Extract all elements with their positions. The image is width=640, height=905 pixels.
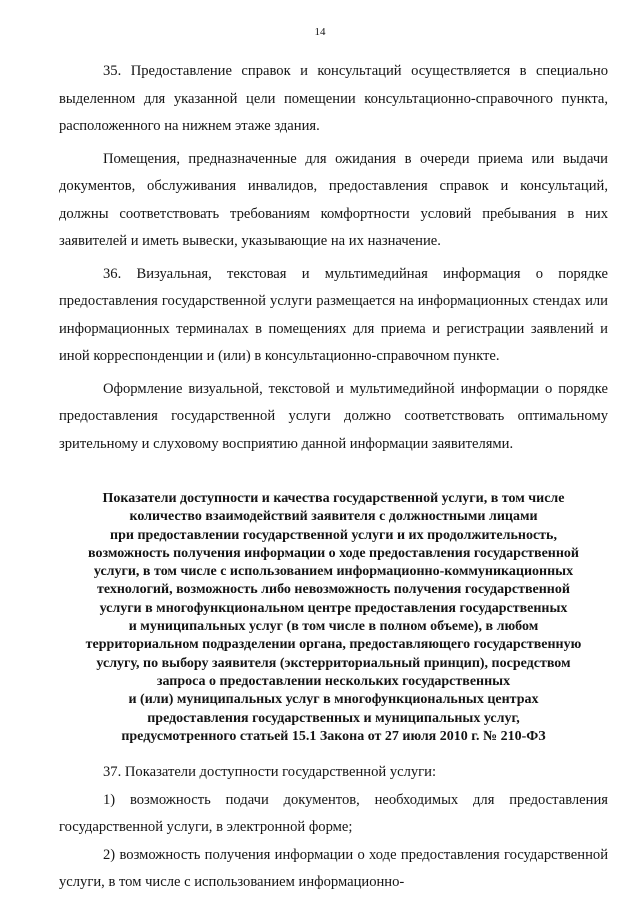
page-number: 14 [314, 26, 326, 38]
paragraph-premises: Помещения, предназначенные для ожидания в очереди приема или выдачи документов, обслуживания инвалидов, предоставления справок и консультаций, должны соответствовать требованиям комфортности условий пребывания в них заявителей и иметь вывески, указывающие на их назначение. [59, 150, 608, 249]
document-body [59, 58, 608, 897]
heading-line: услуги, в том числе с использованием информационно-коммуникационных [93, 564, 574, 580]
section-heading [59, 490, 608, 746]
paragraph-37: 37. Показатели доступности государственной услуги: [103, 764, 437, 781]
heading-line: технологий, возможность либо невозможность получения государственной [97, 582, 570, 598]
paragraph-visual-info: Оформление визуальной, текстовой и мультимедийной информации о порядке предоставления государственной услуги должно соответствовать оптимальному зрительному и слуховому восприятию данной информации заявителями. [59, 380, 608, 452]
heading-line: возможность получения информации о ходе предоставления государственной [87, 545, 580, 561]
heading-line: при предоставлении государственной услуги и их продолжительность, [110, 527, 557, 543]
heading-line: услуги в многофункциональном центре предоставления государственных [99, 600, 568, 616]
heading-line: Показатели доступности и качества государственной услуги, в том числе [102, 491, 565, 506]
heading-line: и (или) муниципальных услуг в многофункциональных центрах [128, 692, 539, 708]
list-item-2: 2) возможность получения информации о ходе предоставления государственной услуги, в том числе с использованием информационно- [59, 846, 608, 891]
heading-line: услугу, по выбору заявителя (экстерриториальный принцип), посредством [96, 655, 571, 671]
heading-line: предоставления государственных и муниципальных услуг, [147, 710, 520, 726]
heading-line: запроса о предоставлении нескольких государственных [156, 673, 511, 689]
heading-line: количество взаимодействий заявителя с должностными лицами [129, 509, 538, 525]
paragraph-35: 35. Предоставление справок и консультаций осуществляется в специально выделенном для указанной цели помещении консультационно-справочного пункта, расположенного на нижнем этаже здания. [59, 63, 608, 134]
list-item-1: 1) возможность подачи документов, необходимых для предоставления государственной услуги, в электронной форме; [59, 791, 608, 836]
heading-line: и муниципальных услуг (в том числе в полном объеме), в любом [128, 619, 539, 635]
heading-line: предусмотренного статьей 15.1 Закона от 27 июля 2010 г. № 210-ФЗ [121, 728, 546, 744]
heading-line: территориальном подразделении органа, предоставляющего государственную [85, 637, 582, 653]
paragraph-36: 36. Визуальная, текстовая и мультимедийная информация о порядке предоставления государственной услуги размещается на информационных стендах или информационных терминалах в помещениях для приема и регистрации заявлений и иной корреспонденции и (или) в консультационно-справочном пункте. [59, 265, 608, 364]
